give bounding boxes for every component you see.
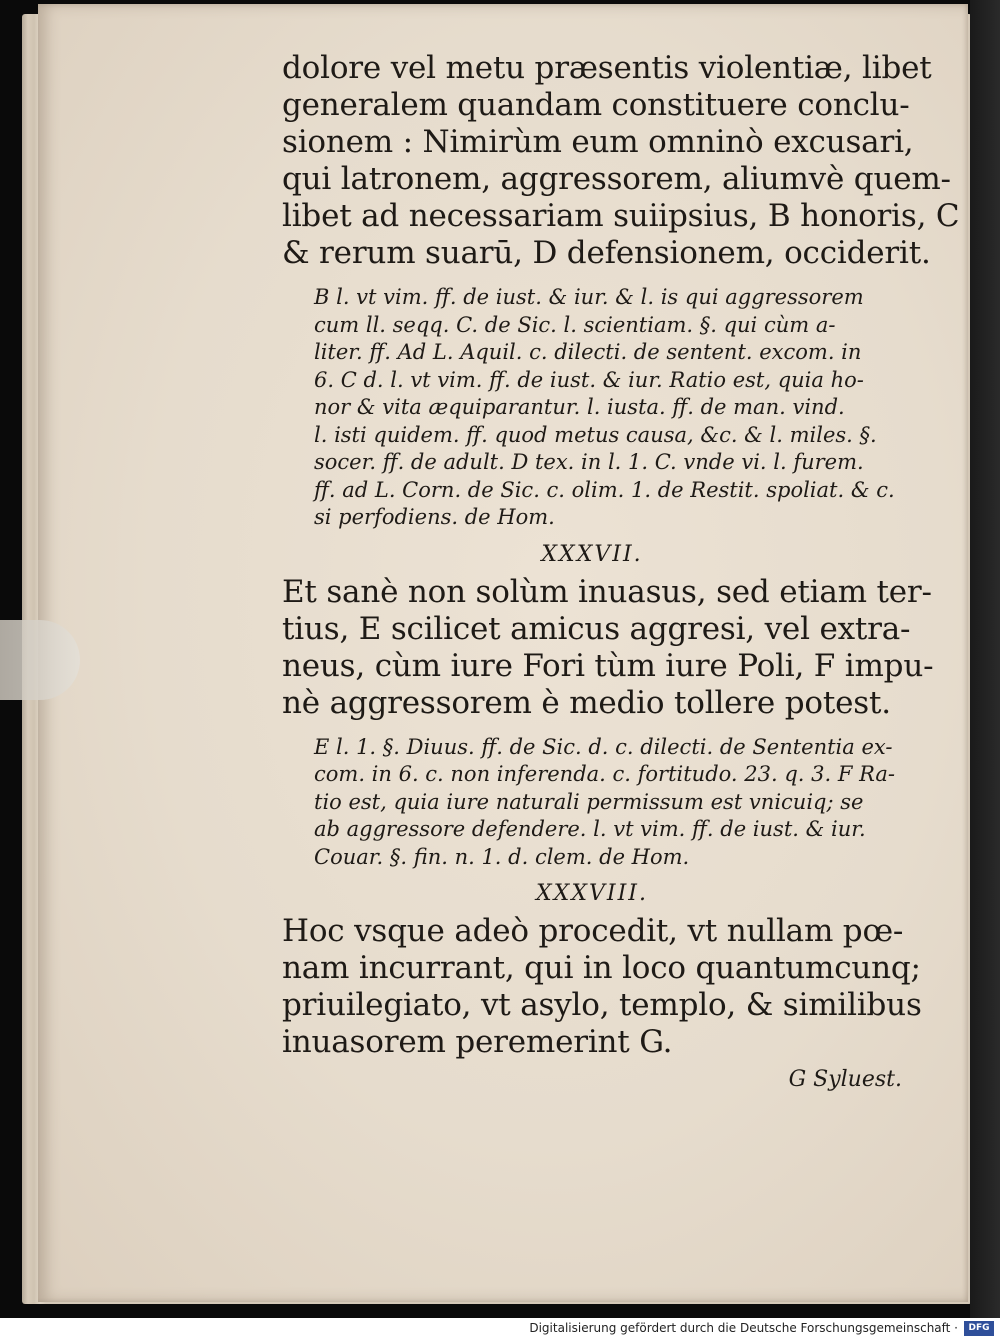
text-line: dolore vel metu præsentis violentiæ, libet (282, 50, 932, 86)
note-line: nor & vita æquiparantur. l. iusta. ff. de man. vind. (314, 395, 845, 419)
text-line: Et sanè non solùm inuasus, sed etiam ter- (282, 573, 932, 610)
text-line: nè aggressorem è medio tollere potest. (282, 684, 891, 721)
paragraph-2 (282, 573, 934, 722)
note-line: si perfodiens. de Hom. (314, 505, 555, 529)
note-line: E l. 1. §. Diuus. ff. de Sic. d. c. dilecti. de Sententia ex- (314, 734, 893, 759)
note-line: cum ll. seqq. C. de Sic. l. scientiam. §. qui cùm a- (314, 312, 836, 337)
right-dark-edge (970, 0, 1000, 1318)
text-line: inuasorem peremerint G. (282, 1024, 673, 1060)
text-line: neus, cùm iure Fori tùm iure Poli, F impu- (282, 647, 934, 684)
note-line: com. in 6. c. non inferenda. c. fortitudo. 23. q. 3. F Ra- (314, 762, 896, 786)
text-line: & rerum suarū, D defensionem, occiderit. (282, 235, 931, 271)
text-line: tius, E scilicet amicus aggresi, vel extra- (282, 610, 911, 647)
text-line: generalem quandam constituere conclu- (282, 87, 910, 123)
note-line: socer. ff. de adult. D tex. in l. 1. C. vnde vi. l. furem. (314, 450, 864, 474)
note-line: B l. vt vim. ff. de iust. & iur. & l. is qui aggressorem (314, 285, 864, 309)
note-line: tio est, quia iure naturali permissum est vnicuiq; se (314, 789, 864, 814)
section-heading-xxxvii: XXXVII. (541, 541, 643, 567)
note-line: 6. C d. l. vt vim. ff. de iust. & iur. Ratio est, quia ho- (314, 367, 864, 392)
text-line: priuilegiato, vt asylo, templo, & similibus (282, 987, 922, 1023)
funding-credit: Digitalisierung gefördert durch die Deutsche Forschungsgemeinschaft · (529, 1321, 958, 1335)
note-line: liter. ff. Ad L. Aquil. c. dilecti. de sentent. excom. in (314, 340, 862, 364)
text-line: nam incurrant, qui in loco quantumcunq; (282, 950, 921, 986)
text-line: Hoc vsque adeò procedit, vt nullam pœ- (282, 913, 904, 949)
page-tab-marker (0, 620, 80, 700)
page-text (282, 50, 960, 1092)
paragraph-1 (282, 50, 960, 272)
dfg-logo: DFG (964, 1321, 994, 1336)
footnote-signoff: G Syluest. (788, 1067, 902, 1092)
text-line: qui latronem, aggressorem, aliumvè quem- (282, 161, 951, 197)
note-line: l. isti quidem. ff. quod metus causa, &c. & l. miles. §. (314, 422, 877, 447)
text-line: sionem : Nimirùm eum omninò excusari, (282, 124, 914, 160)
section-heading-xxxviii: XXXVIII. (536, 881, 648, 906)
note-line: ab aggressore defendere. l. vt vim. ff. de iust. & iur. (314, 817, 866, 841)
note-line: Couar. §. fin. n. 1. d. clem. de Hom. (314, 844, 690, 869)
marginal-notes-2 (282, 734, 902, 872)
note-line: ff. ad L. Corn. de Sic. c. olim. 1. de Restit. spoliat. & c. (314, 477, 895, 502)
footer-bar (0, 1318, 1000, 1340)
marginal-notes-1 (282, 284, 902, 532)
text-line: libet ad necessariam suiipsius, B honoris, C (282, 198, 960, 234)
paragraph-3 (282, 913, 922, 1061)
